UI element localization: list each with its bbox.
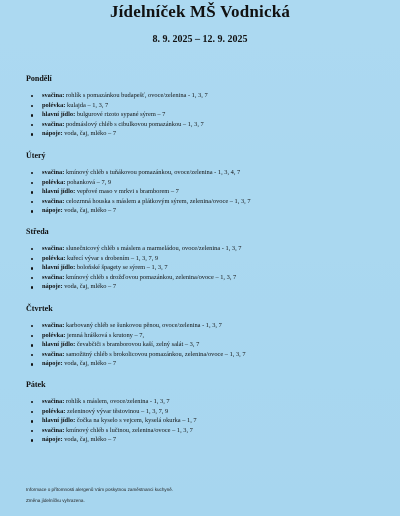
meal-item	[26, 397, 386, 407]
meal-text: samožitný chléb s brokolicovou pomazánkou, zelenina/ovoce – 1, 3, 7	[64, 350, 246, 358]
date-range: 8. 9. 2025 – 12. 9. 2025	[152, 34, 248, 45]
meal-text: čočka na kyselo s vejcem, kyselá okurka – 1, 7	[75, 417, 197, 425]
meal-item	[26, 273, 386, 283]
day-section-wednesday	[26, 227, 386, 292]
meal-label: nápoje:	[42, 207, 63, 215]
meal-label: svačina:	[42, 197, 65, 205]
meal-label: polévka:	[42, 178, 66, 186]
meal-label: svačina:	[42, 120, 65, 128]
meal-item	[26, 206, 386, 216]
meal-item	[26, 321, 386, 331]
meal-label: nápoje:	[42, 283, 63, 291]
meal-label: polévka:	[42, 407, 66, 415]
meal-label: svačina:	[42, 398, 65, 405]
meal-item	[26, 197, 386, 207]
meal-text: kmínový chléb s drožďovou pomazánkou, zelenina/ovoce – 1, 3, 7	[64, 273, 237, 281]
meal-item	[26, 263, 386, 273]
meal-text: karbovaný chléb se šunkovou pěnou, ovoce/zelenina - 1, 3, 7	[64, 322, 222, 329]
meal-label: svačina:	[42, 273, 65, 281]
meal-list	[26, 91, 386, 139]
meal-label: hlavní jídlo:	[42, 264, 76, 272]
meal-text: rohlík s pomazánkou budapešť, ovoce/zelenina - 1, 3, 7	[64, 92, 208, 99]
meal-text: kmínový chléb s tuňákovou pomazánkou, ovoce/zelenina - 1, 3, 4, 7	[64, 169, 241, 176]
meal-label: polévka:	[42, 331, 66, 339]
allergen-note: Informace o přítomnosti alergenů Vám poskytnou zaměstnanci kuchyně.	[26, 487, 174, 492]
meal-text: voda, čaj, mléko – 7	[62, 283, 117, 291]
meal-label: svačina:	[42, 426, 65, 434]
day-name: Pondělí	[26, 74, 52, 83]
meal-label: polévka:	[42, 254, 66, 262]
meal-item	[26, 91, 386, 101]
meal-text: voda, čaj, mléko – 7	[62, 436, 117, 444]
meal-item	[26, 120, 386, 130]
meal-label: svačina:	[42, 92, 65, 99]
day-section-friday	[26, 380, 386, 445]
meal-item	[26, 254, 386, 264]
meal-item	[26, 129, 386, 139]
meal-item	[26, 426, 386, 436]
meal-item	[26, 340, 386, 350]
meal-text: slunečnicový chléb s máslem a marmeládou, ovoce/zelenina - 1, 3, 7	[64, 245, 242, 252]
meal-text: kulajda – 1, 3, 7	[65, 101, 109, 109]
meal-label: svačina:	[42, 169, 65, 176]
meal-text: bulgurové rizoto sypané sýrem – 7	[75, 111, 166, 119]
meal-text: kmínový chléb s lučinou, zelenina/ovoce – 1, 3, 7	[64, 426, 193, 434]
meal-item	[26, 244, 386, 254]
meal-item	[26, 407, 386, 417]
meal-item	[26, 359, 386, 369]
meal-item	[26, 435, 386, 445]
meal-label: svačina:	[42, 350, 65, 358]
meal-item	[26, 331, 386, 341]
meal-label: hlavní jídlo:	[42, 188, 76, 196]
meal-item	[26, 187, 386, 197]
meal-list	[26, 397, 386, 445]
day-section-monday	[26, 74, 386, 139]
day-name: Pátek	[26, 380, 46, 389]
meal-label: hlavní jídlo:	[42, 111, 76, 119]
meal-item	[26, 178, 386, 188]
meal-list	[26, 168, 386, 216]
meal-list	[26, 321, 386, 369]
meal-item	[26, 101, 386, 111]
meal-item	[26, 282, 386, 292]
meal-text: kuřecí vývar s drobením – 1, 3, 7, 9	[65, 254, 159, 262]
meal-label: hlavní jídlo:	[42, 341, 76, 349]
meal-list	[26, 244, 386, 292]
meal-label: nápoje:	[42, 130, 63, 138]
day-section-thursday	[26, 304, 386, 369]
meal-text: pohanková – 7, 9	[65, 178, 112, 186]
meal-label: nápoje:	[42, 436, 63, 444]
meal-item	[26, 168, 386, 178]
page-title: Jídelníček MŠ Vodnická	[109, 2, 291, 21]
meal-text: zeleninový vývar těstovinou – 1, 3, 7, 9	[65, 407, 169, 415]
meal-item	[26, 110, 386, 120]
meal-label: nápoje:	[42, 360, 63, 368]
day-name: Středa	[26, 227, 49, 236]
meal-label: polévka:	[42, 101, 66, 109]
meal-text: podmáslový chléb s cibulkovou pomazánkou – 1, 3, 7	[64, 120, 204, 128]
meal-item	[26, 416, 386, 426]
meal-label: svačina:	[42, 322, 65, 329]
meal-text: vepřové maso v mrkvi s bramborem – 7	[75, 188, 179, 196]
meal-item	[26, 350, 386, 360]
meal-text: čevabčiči s bramborovou kaší, zelný salát – 3, 7	[75, 341, 200, 349]
meal-label: hlavní jídlo:	[42, 417, 76, 425]
day-name: Čtvrtek	[26, 304, 53, 313]
meal-text: voda, čaj, mléko – 7	[62, 130, 117, 138]
meal-text: boloňské špagety se sýrem – 1, 3, 7	[75, 264, 168, 272]
meal-text: voda, čaj, mléko – 7	[62, 360, 117, 368]
change-note: Změna jídelníčku vyhrazena.	[26, 498, 85, 503]
meal-text: voda, čaj, mléko – 7	[62, 207, 117, 215]
day-name: Úterý	[26, 151, 46, 160]
meal-label: svačina:	[42, 245, 65, 252]
meal-text: rohlík s máslem, ovoce/zelenina - 1, 3, 7	[64, 398, 170, 405]
meal-text: jemná hrášková s krutony – 7,	[65, 331, 145, 339]
day-section-tuesday	[26, 151, 386, 216]
meal-text: celozrnná houska s máslem a plátkovým sýrem, zelenina/ovoce – 1, 3, 7	[64, 197, 251, 205]
